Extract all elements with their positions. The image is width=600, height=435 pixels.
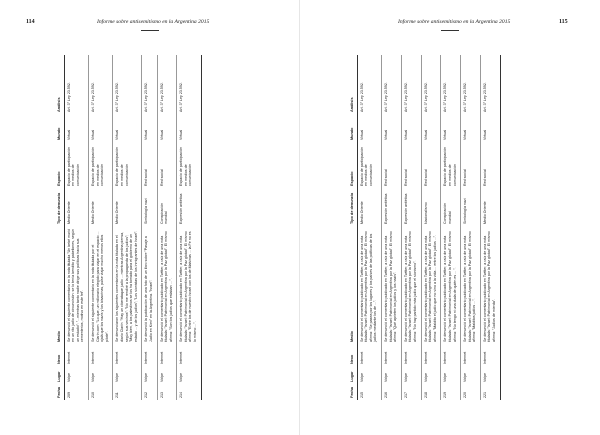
cell-espacio: Red social (401, 142, 421, 188)
cell-mundo: Virtual (88, 114, 112, 142)
cell-nexo: Internet (357, 344, 381, 366)
cell-medio: Se denunció el siguiente comentario en la nota titulada por el Clarín.com: "Lo que, un millonario elegido para viajar en el espacio ... ojalá que los nazis y los bisacrinas, pulse viajar mucho menos ellos pilote". (88, 226, 112, 344)
cell-mundo: Virtual (461, 114, 481, 142)
table-row (88, 55, 112, 400)
cell-analisis: Art. 3° Ley 23.592. (142, 55, 157, 114)
cell-analisis: Art. 3° Ley 23.592. (88, 55, 112, 114)
cell-medio: Se denunció el comentario publicado en Twitter, a raíz de una nota titulada: "Israel: Patrimonial en Argentina por la Paz global". El mismo afirma: "Entre los de nuestro Israel con los de Malvinas ... la Fe no es lo mismo ...". (177, 226, 201, 344)
cell-analisis: Art. 3° Ley 23.592. (177, 55, 201, 114)
complaints-table-rotated (56, 55, 202, 400)
cell-medio: Se denunció el comentario publicado en Twitter, a raíz de una nota titulada: "Israel: Patrimonial en Argentina por la Paz global". El mismo afirma: "No hay partido más judío que el sionismo". (401, 226, 421, 344)
cell-nexo: Internet (64, 344, 88, 366)
cell-espacio: Espacio de participación en medios de comunicación (357, 142, 381, 188)
cell-fecha: 221 (480, 384, 500, 400)
cell-espacio: Red social (421, 142, 441, 188)
running-title: Informe sobre antisemitismo en la Argentina 2015 (398, 19, 511, 25)
cell-lugar: Volpe (421, 366, 441, 384)
cell-espacio: Espacio de participación en medios de comunicación (113, 142, 142, 188)
table-row (401, 55, 421, 400)
table-row (64, 55, 88, 400)
cell-fecha: 214 (177, 384, 201, 400)
cell-tipo: Medio Oriente (113, 188, 142, 226)
cell-nexo: Internet (157, 344, 177, 366)
cell-tipo: Expresión antiética (381, 188, 401, 226)
cell-tipo: Nacionalismo (421, 188, 441, 226)
cell-espacio: Espacio de participación en medios de comunicación (441, 142, 461, 188)
cell-lugar: Volpe (64, 366, 88, 384)
column-header: Medio (56, 226, 64, 344)
column-header: Medio (349, 226, 357, 344)
cell-nexo: Internet (441, 344, 461, 366)
complaints-table-rotated (349, 55, 501, 400)
table-row (461, 55, 481, 400)
cell-lugar: Volpe (381, 366, 401, 384)
right-page (300, 0, 600, 435)
cell-nexo: Internet (421, 344, 441, 366)
cell-espacio: Red social (461, 142, 481, 188)
cell-medio: Se denunció el comentario publicado en Twitter, a raíz de una nota titulada: "Israel: Patrimonial en Argentina por la Paz global". El mismo afirma: "No tengo ni una duda de quién es ... ". (441, 226, 461, 344)
cell-tipo: Conspiración mundial (441, 188, 461, 226)
cell-mundo: Virtual (357, 114, 381, 142)
table-row (142, 55, 157, 400)
cell-mundo: Virtual (64, 114, 88, 142)
cell-medio: Se denunciaron los siguientes comentarios en la nota titulada en el diario Clarín: "Hay un ciberataque judío ... mientras Argentina piensa, según sus vecinos": "No me rendiré a la propaganda de los judíos"; "Muy bien, a los palestinos se los ha tomado para el gobierno de un estado ... y de los judíos"; "Los sionistas de los inmigrantes de Israel". (113, 226, 142, 344)
cell-fecha: 217 (401, 384, 421, 400)
table-row (177, 55, 201, 400)
table-row (480, 55, 500, 400)
column-header: Nexo (56, 344, 64, 366)
cell-lugar: Volpe (441, 366, 461, 384)
table-row (157, 55, 177, 400)
cell-analisis: Art. 3° Ley 23.592. (157, 55, 177, 114)
table-row (357, 55, 381, 400)
complaints-table (349, 55, 501, 400)
column-header: Tipo de denuncia (349, 188, 357, 226)
cell-espacio: Red social (480, 142, 500, 188)
cell-medio: Se denunció el comentario publicado en Twitter, a raíz de una nota titulada: "Israel: Patrimonial en Argentina por la Paz global". El mismo afirma: "Son los judíos que estaban ... ". (157, 226, 177, 344)
cell-nexo: Internet (381, 344, 401, 366)
cell-tipo: Medio Oriente (64, 188, 88, 226)
cell-espacio: Espacio de participación en medios de comunicación (177, 142, 201, 188)
column-header: Tipo de denuncia (56, 188, 64, 226)
cell-lugar: Volpe (461, 366, 481, 384)
cell-analisis: Art. 3° Ley 23.592. (441, 55, 461, 114)
cell-medio: Se denunció el comentario publicado en Twitter, a raíz de una nota titulada: "Israel: Patrimonial en Argentina por la Paz global". El mismo afirma: "Malditos judíos ...". (461, 226, 481, 344)
cell-nexo: Internet (461, 344, 481, 366)
cell-mundo: Virtual (381, 114, 401, 142)
cell-nexo: Internet (113, 344, 142, 366)
cell-mundo: Virtual (113, 114, 142, 142)
cell-analisis: Art. 3° Ley 23.592. (381, 55, 401, 114)
cell-espacio: Espacio de participación en medios de comunicación (88, 142, 112, 188)
cell-fecha: 215 (357, 384, 381, 400)
column-header: Lugar (349, 366, 357, 384)
cell-nexo: Internet (88, 344, 112, 366)
column-header: Análisis (56, 55, 64, 114)
cell-tipo: Simbología nazi (461, 188, 481, 226)
cell-fecha: 210 (88, 384, 112, 400)
cell-medio: Se denunció el comentario publicado en Twitter, a raíz de una nota titulada: "Israel: Patrimonial en Argentina por la Paz global". El mismo afirma: "Judíos de mierda". (480, 226, 500, 344)
cell-tipo: Conspiración mundial (157, 188, 177, 226)
cell-medio: Se denunció el comentario publicado en Twitter, a raíz de una nota titulada: "Israel: Patrimonial en Argentina por la Paz global". El mismo afirma: "Maldito el judío que no vino a la vida ... entre los judíos ...". (421, 226, 441, 344)
cell-fecha: 211 (113, 384, 142, 400)
header-rule (141, 30, 159, 31)
cell-nexo: Internet (177, 344, 201, 366)
cell-medio: Se denunció el comentario publicado en Twitter, a raíz de una nota titulada: "Israel: Patrimonial en Argentina por la Paz global". El mismo afirma: "Se pasea por los lugares y los países de las políticas de los judíos mediante los de ...". (357, 226, 381, 344)
cell-mundo: Virtual (177, 114, 201, 142)
cell-tipo: Simbología nazi (142, 188, 157, 226)
cell-nexo: Internet (480, 344, 500, 366)
cell-mundo: Virtual (157, 114, 177, 142)
cell-lugar: Volpe (357, 366, 381, 384)
cell-fecha: 218 (421, 384, 441, 400)
table-header-row (56, 55, 64, 400)
cell-tipo: Medio Oriente (480, 188, 500, 226)
column-header: Fecha (349, 384, 357, 400)
cell-espacio: Red social (381, 142, 401, 188)
cell-tipo: Medio Oriente (88, 188, 112, 226)
header-rule (441, 30, 459, 31)
cell-tipo: Expresión antiética (177, 188, 201, 226)
table-header-row (349, 55, 357, 400)
table-row (441, 55, 461, 400)
cell-nexo: Internet (401, 344, 421, 366)
cell-lugar: Volpe (401, 366, 421, 384)
cell-fecha: 220 (461, 384, 481, 400)
cell-lugar: Volpe (177, 366, 201, 384)
column-header: Espacio (349, 142, 357, 188)
cell-fecha: 209 (64, 384, 88, 400)
cell-fecha: 212 (142, 384, 157, 400)
running-title: Informe sobre antisemitismo en la Argentina 2015 (97, 19, 210, 25)
cell-mundo: Virtual (421, 114, 441, 142)
cell-mundo: Virtual (142, 114, 157, 142)
column-header: Análisis (349, 55, 357, 114)
complaints-table (56, 55, 202, 400)
cell-lugar: Volpe (88, 366, 112, 384)
cell-fecha: 219 (441, 384, 461, 400)
cell-mundo: Virtual (401, 114, 421, 142)
cell-medio: Se denunció el siguiente comentario en la nota titulada "Un bebé murió en un rito judío de circuncisión: se lo tenía bendito y pabellones, según un estudio": "...mientras tanto nadie dirige sus políticas hacia sus cementerios, motivo en este fet". (64, 226, 88, 344)
cell-analisis: Art. 3° Ley 23.592. (401, 55, 421, 114)
column-header: Espacio (56, 142, 64, 188)
cell-lugar: Volpe (157, 366, 177, 384)
column-header: Fecha (56, 384, 64, 400)
cell-mundo: Virtual (480, 114, 500, 142)
cell-medio: Se denunció la publicación de una foto de un libro sobre "Pasaje a Judío en Kiev" en la Argentina. "Israel". (142, 226, 157, 344)
cell-lugar: Volpe (142, 366, 157, 384)
column-header: Nexo (349, 344, 357, 366)
cell-nexo: Internet (142, 344, 157, 366)
cell-mundo: Virtual (441, 114, 461, 142)
cell-fecha: 216 (381, 384, 401, 400)
cell-lugar: Volpe (480, 366, 500, 384)
cell-analisis: Art. 3° Ley 23.592. (64, 55, 88, 114)
cell-analisis: Art. 3° Ley 23.592. (113, 55, 142, 114)
cell-medio: Se denunció el comentario publicado en Twitter, a raíz de una nota titulada: "Israel: Patrimonial en Argentina por la Paz global". El mismo afirma: "Qué aprieten los judíos y los nazis". (381, 226, 401, 344)
cell-fecha: 213 (157, 384, 177, 400)
cell-tipo: Expresión antiética (401, 188, 421, 226)
page-number: 114 (26, 19, 35, 25)
table-row (113, 55, 142, 400)
cell-espacio: Espacio de participación en medios de comunicación (64, 142, 88, 188)
column-header: Mundo (56, 114, 64, 142)
cell-analisis: Art. 3° Ley 23.592. (421, 55, 441, 114)
cell-lugar: Volpe (113, 366, 142, 384)
cell-analisis: Art. 3° Ley 23.592. (480, 55, 500, 114)
column-header: Lugar (56, 366, 64, 384)
column-header: Mundo (349, 114, 357, 142)
table-row (381, 55, 401, 400)
cell-espacio: Red social (142, 142, 157, 188)
cell-tipo: Medio Oriente (357, 188, 381, 226)
cell-analisis: Art. 3° Ley 23.592. (357, 55, 381, 114)
cell-espacio: Red social (157, 142, 177, 188)
page-number: 115 (559, 19, 568, 25)
cell-analisis: Art. 3° Ley 23.592. (461, 55, 481, 114)
table-row (421, 55, 441, 400)
